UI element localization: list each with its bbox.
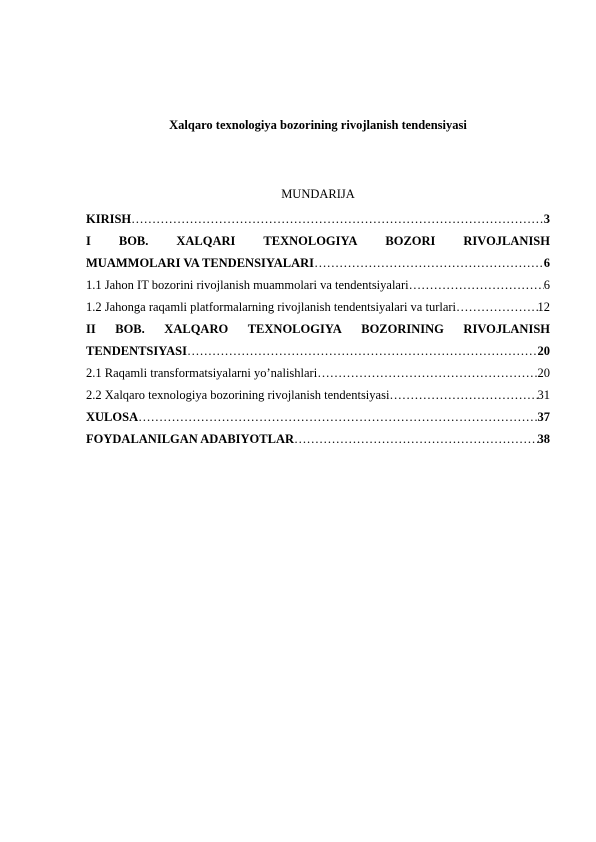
toc-entry-page: 12 (537, 300, 550, 314)
toc-heading-word: TEXNOLOGIYA (247, 322, 342, 336)
toc-entry-title: FOYDALANILGAN ADABIYOTLAR (86, 432, 295, 446)
toc-entry-xulosa[interactable] (86, 406, 550, 428)
toc-heading: MUNDARIJA (281, 187, 355, 201)
toc-entry-page: 38 (537, 432, 550, 446)
toc-heading-word: I (86, 234, 91, 248)
toc-heading-word: BOZORINING (361, 322, 444, 336)
toc-entry-adabiyotlar[interactable] (86, 428, 550, 450)
toc-entry-page: 6 (543, 278, 550, 292)
toc-leader-dots (317, 362, 537, 384)
toc-entry-1-2[interactable] (86, 296, 550, 318)
toc-leader-dots (138, 406, 537, 428)
toc-leader-dots (409, 274, 544, 296)
toc-heading-word: RIVOJLANISH (463, 322, 550, 336)
toc-leader-dots (187, 340, 538, 362)
toc-entry-title: 1.1 Jahon IT bozorini rivojlanish muammolari va tendentsiyalari (86, 278, 409, 292)
toc-heading-word: XALQARO (164, 322, 229, 336)
toc-entry-page: 6 (543, 256, 550, 270)
toc-chapter-1-heading[interactable] (86, 230, 550, 252)
toc-entry-1-1[interactable] (86, 274, 550, 296)
toc-leader-dots (456, 296, 537, 318)
toc-entry-page: 37 (537, 410, 550, 424)
document-title: Xalqaro texnologiya bozorining rivojlanish tendensiyasi (169, 118, 467, 132)
toc-leader-dots (389, 384, 537, 406)
toc-entry-page: 31 (537, 388, 550, 402)
toc-heading-word: BOB. (115, 322, 145, 336)
toc-entry-title: TENDENTSIYASI (86, 344, 187, 358)
toc-entry-title: KIRISH (86, 212, 132, 226)
toc-heading-word: II (86, 322, 96, 336)
toc-leader-dots (314, 252, 544, 274)
toc-entry-page: 20 (537, 366, 550, 380)
toc-leader-dots (131, 208, 544, 230)
toc-heading-word: RIVOJLANISH (463, 234, 550, 248)
toc-entry-kirish[interactable] (86, 208, 550, 230)
toc-heading-word: BOB. (118, 234, 149, 248)
toc-entry-chapter-1[interactable] (86, 252, 550, 274)
toc-entry-2-1[interactable] (86, 362, 550, 384)
toc-entry-page: 20 (537, 344, 550, 358)
toc-chapter-2-heading[interactable] (86, 318, 550, 340)
table-of-contents (86, 208, 550, 450)
toc-entry-title: 2.1 Raqamli transformatsiyalarni yo’nalishlari (86, 366, 318, 380)
toc-entry-page: 3 (543, 212, 550, 226)
toc-entry-title: MUAMMOLARI VA TENDENSIYALARI (86, 256, 315, 270)
toc-entry-title: 1.2 Jahonga raqamli platformalarning rivojlanish tendentsiyalari va turlari (86, 300, 457, 314)
toc-heading-word: XALQARI (176, 234, 236, 248)
toc-entry-title: XULOSA (86, 410, 139, 424)
toc-entry-chapter-2[interactable] (86, 340, 550, 362)
toc-heading-word: TEXNOLOGIYA (263, 234, 358, 248)
toc-entry-2-2[interactable] (86, 384, 550, 406)
toc-leader-dots (294, 428, 537, 450)
toc-entry-title: 2.2 Xalqaro texnologiya bozorining rivojlanish tendentsiyasi (86, 388, 390, 402)
toc-heading-word: BOZORI (385, 234, 436, 248)
